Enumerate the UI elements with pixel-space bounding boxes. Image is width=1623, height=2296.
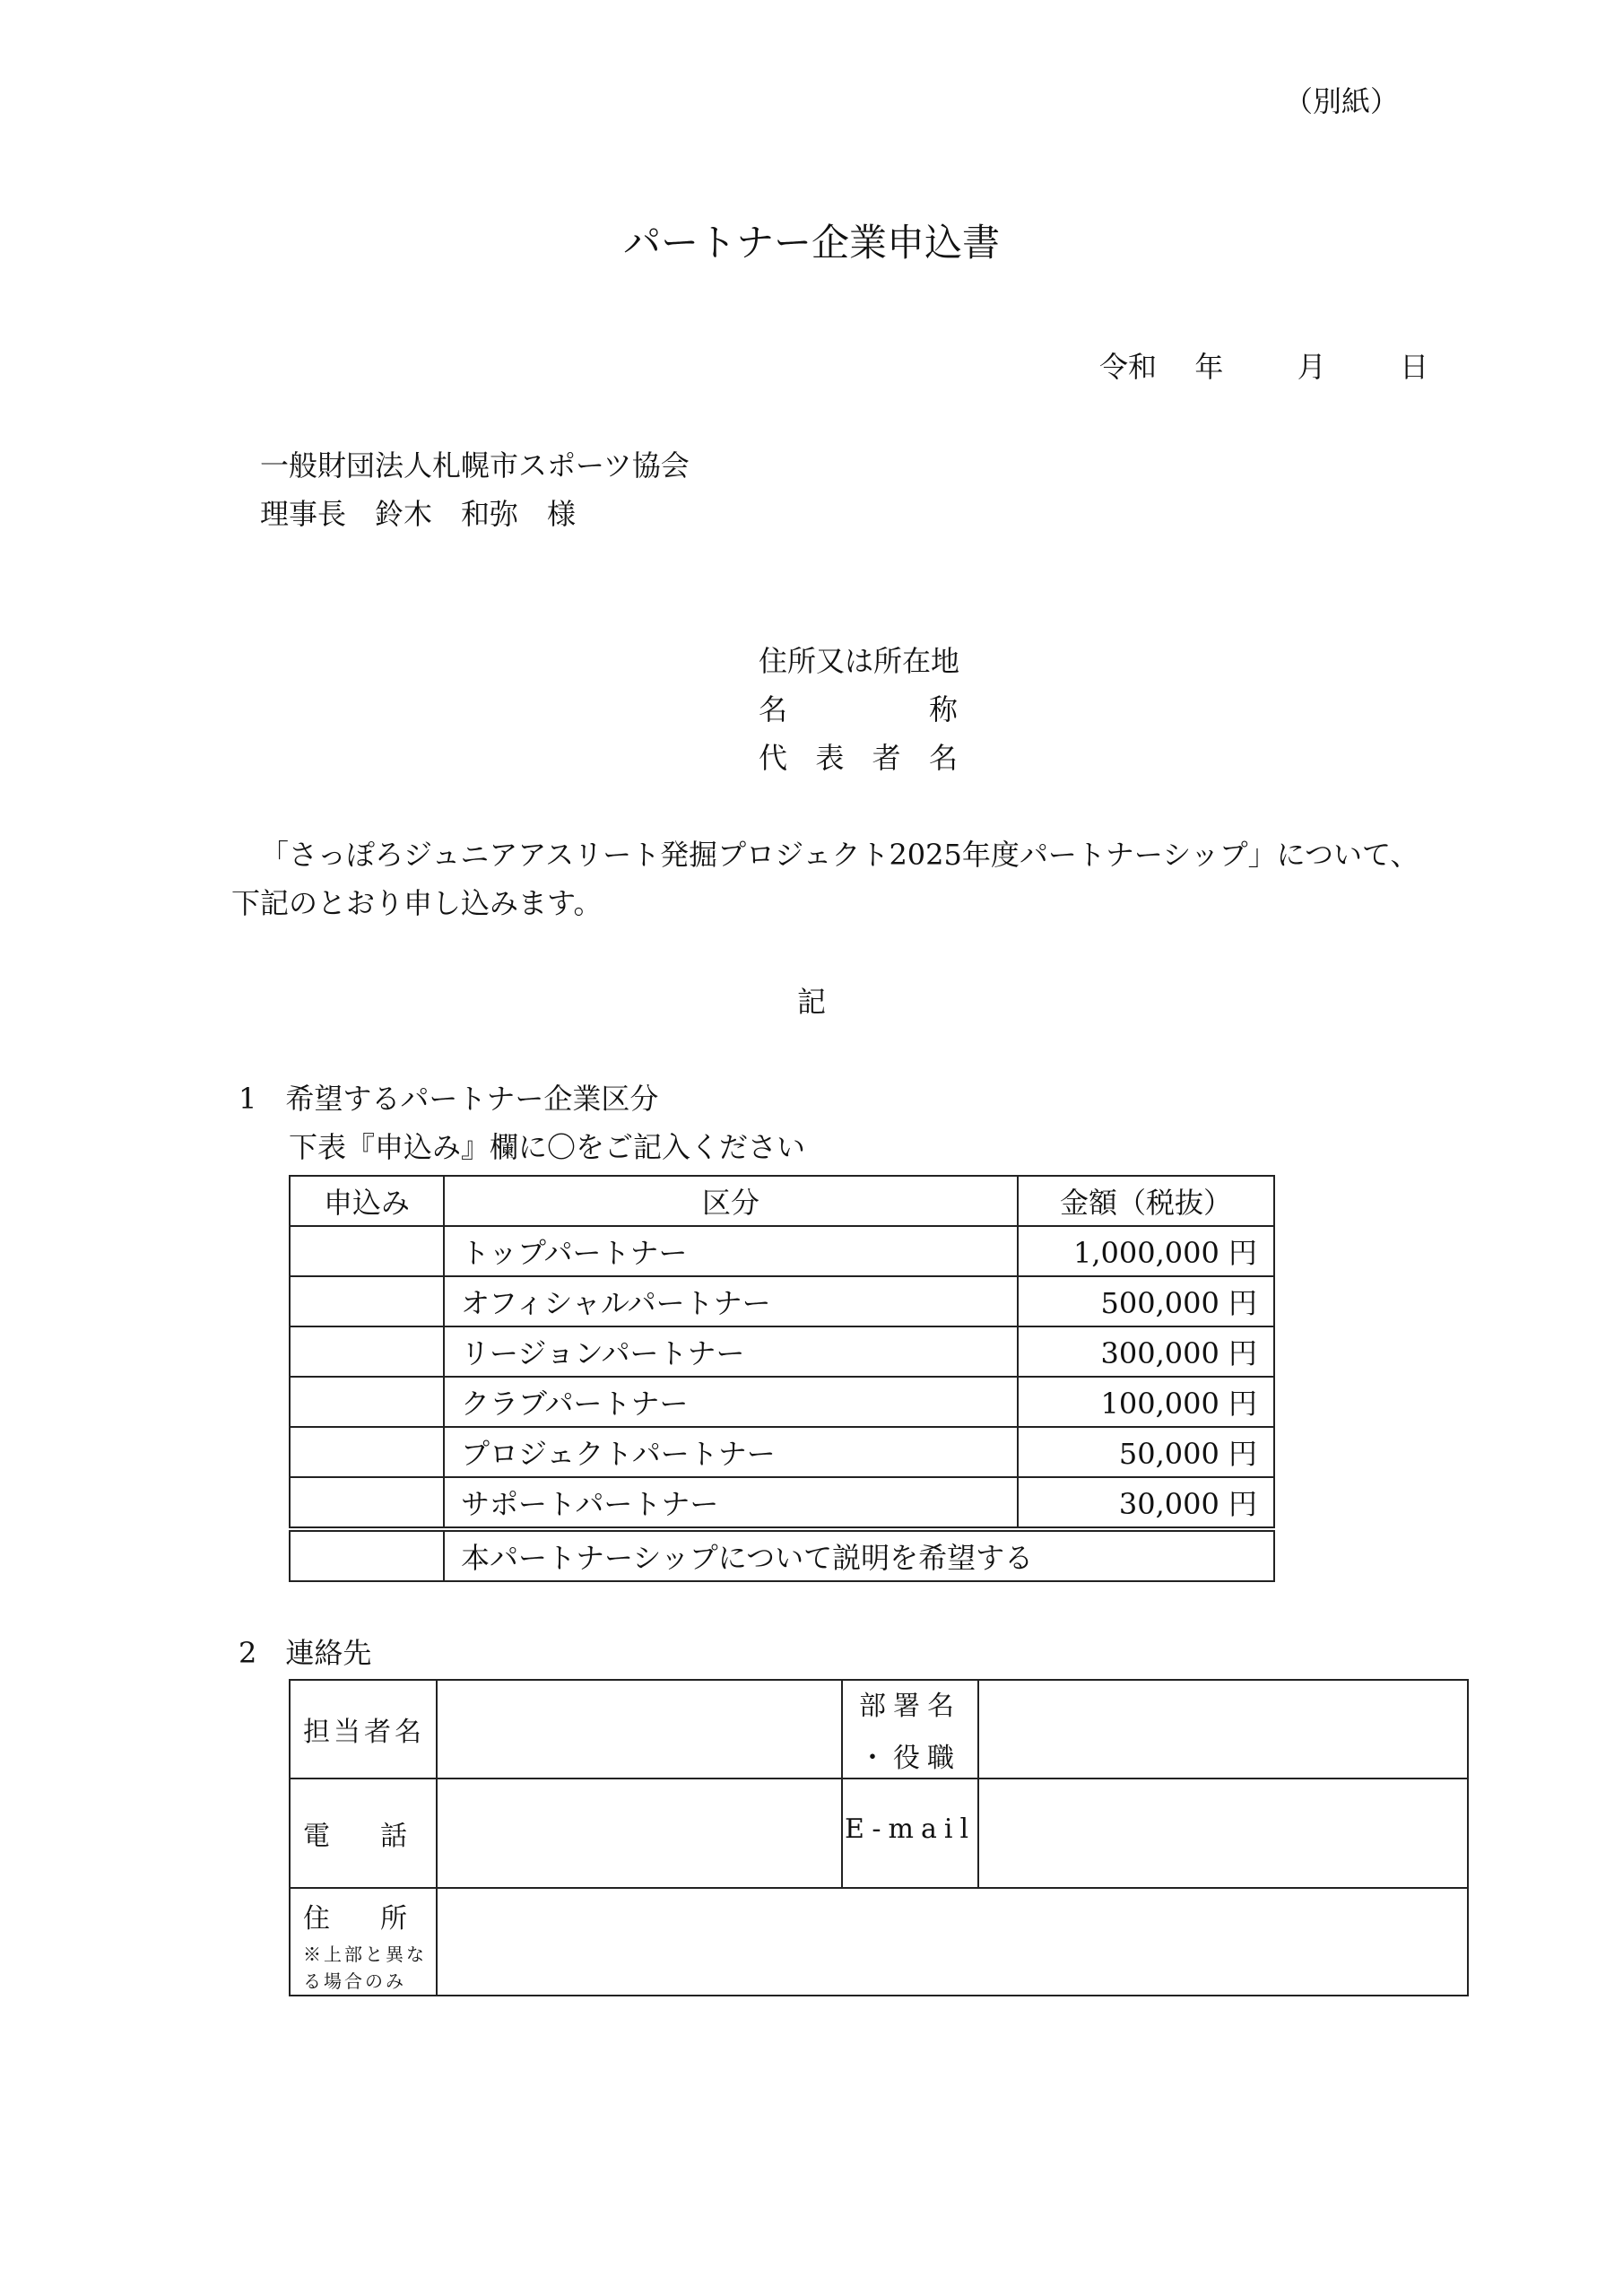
addressee-organization: 一般財団法人札幌市スポーツ協会: [260, 448, 690, 483]
table-row: [290, 1226, 1274, 1276]
page-title: パートナー企業申込書: [622, 221, 1000, 265]
amount-cell: 1,000,000 円: [1018, 1226, 1274, 1276]
category-cell: クラブパートナー: [444, 1377, 1018, 1427]
contact-table: [289, 1679, 1469, 1996]
column-header-category: 区分: [444, 1176, 1018, 1226]
ki-label: 記: [796, 985, 826, 1019]
apply-cell[interactable]: [290, 1377, 444, 1427]
category-cell: オフィシャルパートナー: [444, 1276, 1018, 1326]
column-header-amount: 金額（税抜）: [1018, 1176, 1274, 1226]
date-day: 日: [1400, 350, 1429, 384]
apply-cell[interactable]: [290, 1477, 444, 1529]
explain-request-label: 本パートナーシップについて説明を希望する: [444, 1529, 1274, 1581]
addressee-person: 理事長 鈴木 和弥 様: [260, 497, 577, 531]
intro-line-1: 「さっぽろジュニアアスリート発掘プロジェクト2025年度パートナーシップ」について、: [260, 838, 1419, 872]
section1-note: 下表『申込み』欄に〇をご記入ください: [289, 1130, 806, 1164]
applicant-name-label: [759, 687, 958, 728]
department-label: [842, 1680, 978, 1779]
address-label-chars: [303, 1896, 411, 1935]
address-note-line2: る場合のみ: [303, 1970, 406, 1992]
name-char: 名: [759, 692, 788, 726]
apply-cell[interactable]: [290, 1276, 444, 1326]
table-row: [290, 1377, 1274, 1427]
address-char: 所: [380, 1903, 411, 1935]
email-field[interactable]: [978, 1779, 1468, 1888]
rep-char: 代: [759, 741, 788, 775]
phone-label-chars: [303, 1813, 411, 1853]
table-row: [290, 1477, 1274, 1529]
address-label: [290, 1888, 437, 1996]
name-char: 称: [928, 692, 958, 726]
department-label-line1: 部署名: [859, 1691, 961, 1722]
contact-row-address: [290, 1888, 1468, 1996]
amount-cell: 100,000 円: [1018, 1377, 1274, 1427]
apply-cell[interactable]: [290, 1529, 444, 1581]
rep-char: 表: [815, 741, 845, 775]
table-row: [290, 1276, 1274, 1326]
phone-char: 話: [380, 1821, 411, 1852]
address-char: 住: [303, 1903, 334, 1935]
contact-row-phone: [290, 1779, 1468, 1888]
date-month: 月: [1297, 350, 1326, 384]
category-cell: リージョンパートナー: [444, 1326, 1018, 1377]
contact-row-person: [290, 1680, 1468, 1779]
explain-row: [290, 1529, 1274, 1581]
date-year: 年: [1194, 350, 1224, 384]
apply-cell[interactable]: [290, 1226, 444, 1276]
partner-table: [289, 1175, 1275, 1582]
applicant-representative-label: [759, 735, 958, 777]
amount-cell: 50,000 円: [1018, 1427, 1274, 1477]
email-label: E-mail: [842, 1779, 978, 1888]
rep-char: 名: [928, 741, 958, 775]
apply-cell[interactable]: [290, 1427, 444, 1477]
intro-line-2: 下記のとおり申し込みます。: [231, 886, 603, 920]
amount-cell: 500,000 円: [1018, 1276, 1274, 1326]
department-label-line2: ・役職: [859, 1743, 961, 1774]
table-row: [290, 1326, 1274, 1377]
address-note-line1: ※上部と異な: [303, 1944, 427, 1965]
department-field[interactable]: [978, 1680, 1468, 1779]
category-cell: トップパートナー: [444, 1226, 1018, 1276]
category-cell: サポートパートナー: [444, 1477, 1018, 1529]
contact-person-field[interactable]: [437, 1680, 842, 1779]
table-header-row: [290, 1176, 1274, 1226]
amount-cell: 30,000 円: [1018, 1477, 1274, 1529]
contact-person-label: 担当者名: [290, 1680, 437, 1779]
phone-label: [290, 1779, 437, 1888]
amount-cell: 300,000 円: [1018, 1326, 1274, 1377]
apply-cell[interactable]: [290, 1326, 444, 1377]
section2-heading: 2 連絡先: [239, 1636, 372, 1670]
category-cell: プロジェクトパートナー: [444, 1427, 1018, 1477]
date-era: 令和: [1099, 350, 1158, 384]
date-line: [1099, 344, 1428, 386]
applicant-address-label: 住所又は所在地: [759, 644, 960, 678]
column-header-apply: 申込み: [290, 1176, 444, 1226]
phone-field[interactable]: [437, 1779, 842, 1888]
table-row: [290, 1427, 1274, 1477]
rep-char: 者: [872, 741, 901, 775]
phone-char: 電: [303, 1821, 334, 1852]
section1-heading: 1 希望するパートナー企業区分: [239, 1082, 659, 1116]
attachment-label: （別紙）: [1284, 84, 1400, 118]
address-field[interactable]: [437, 1888, 1468, 1996]
